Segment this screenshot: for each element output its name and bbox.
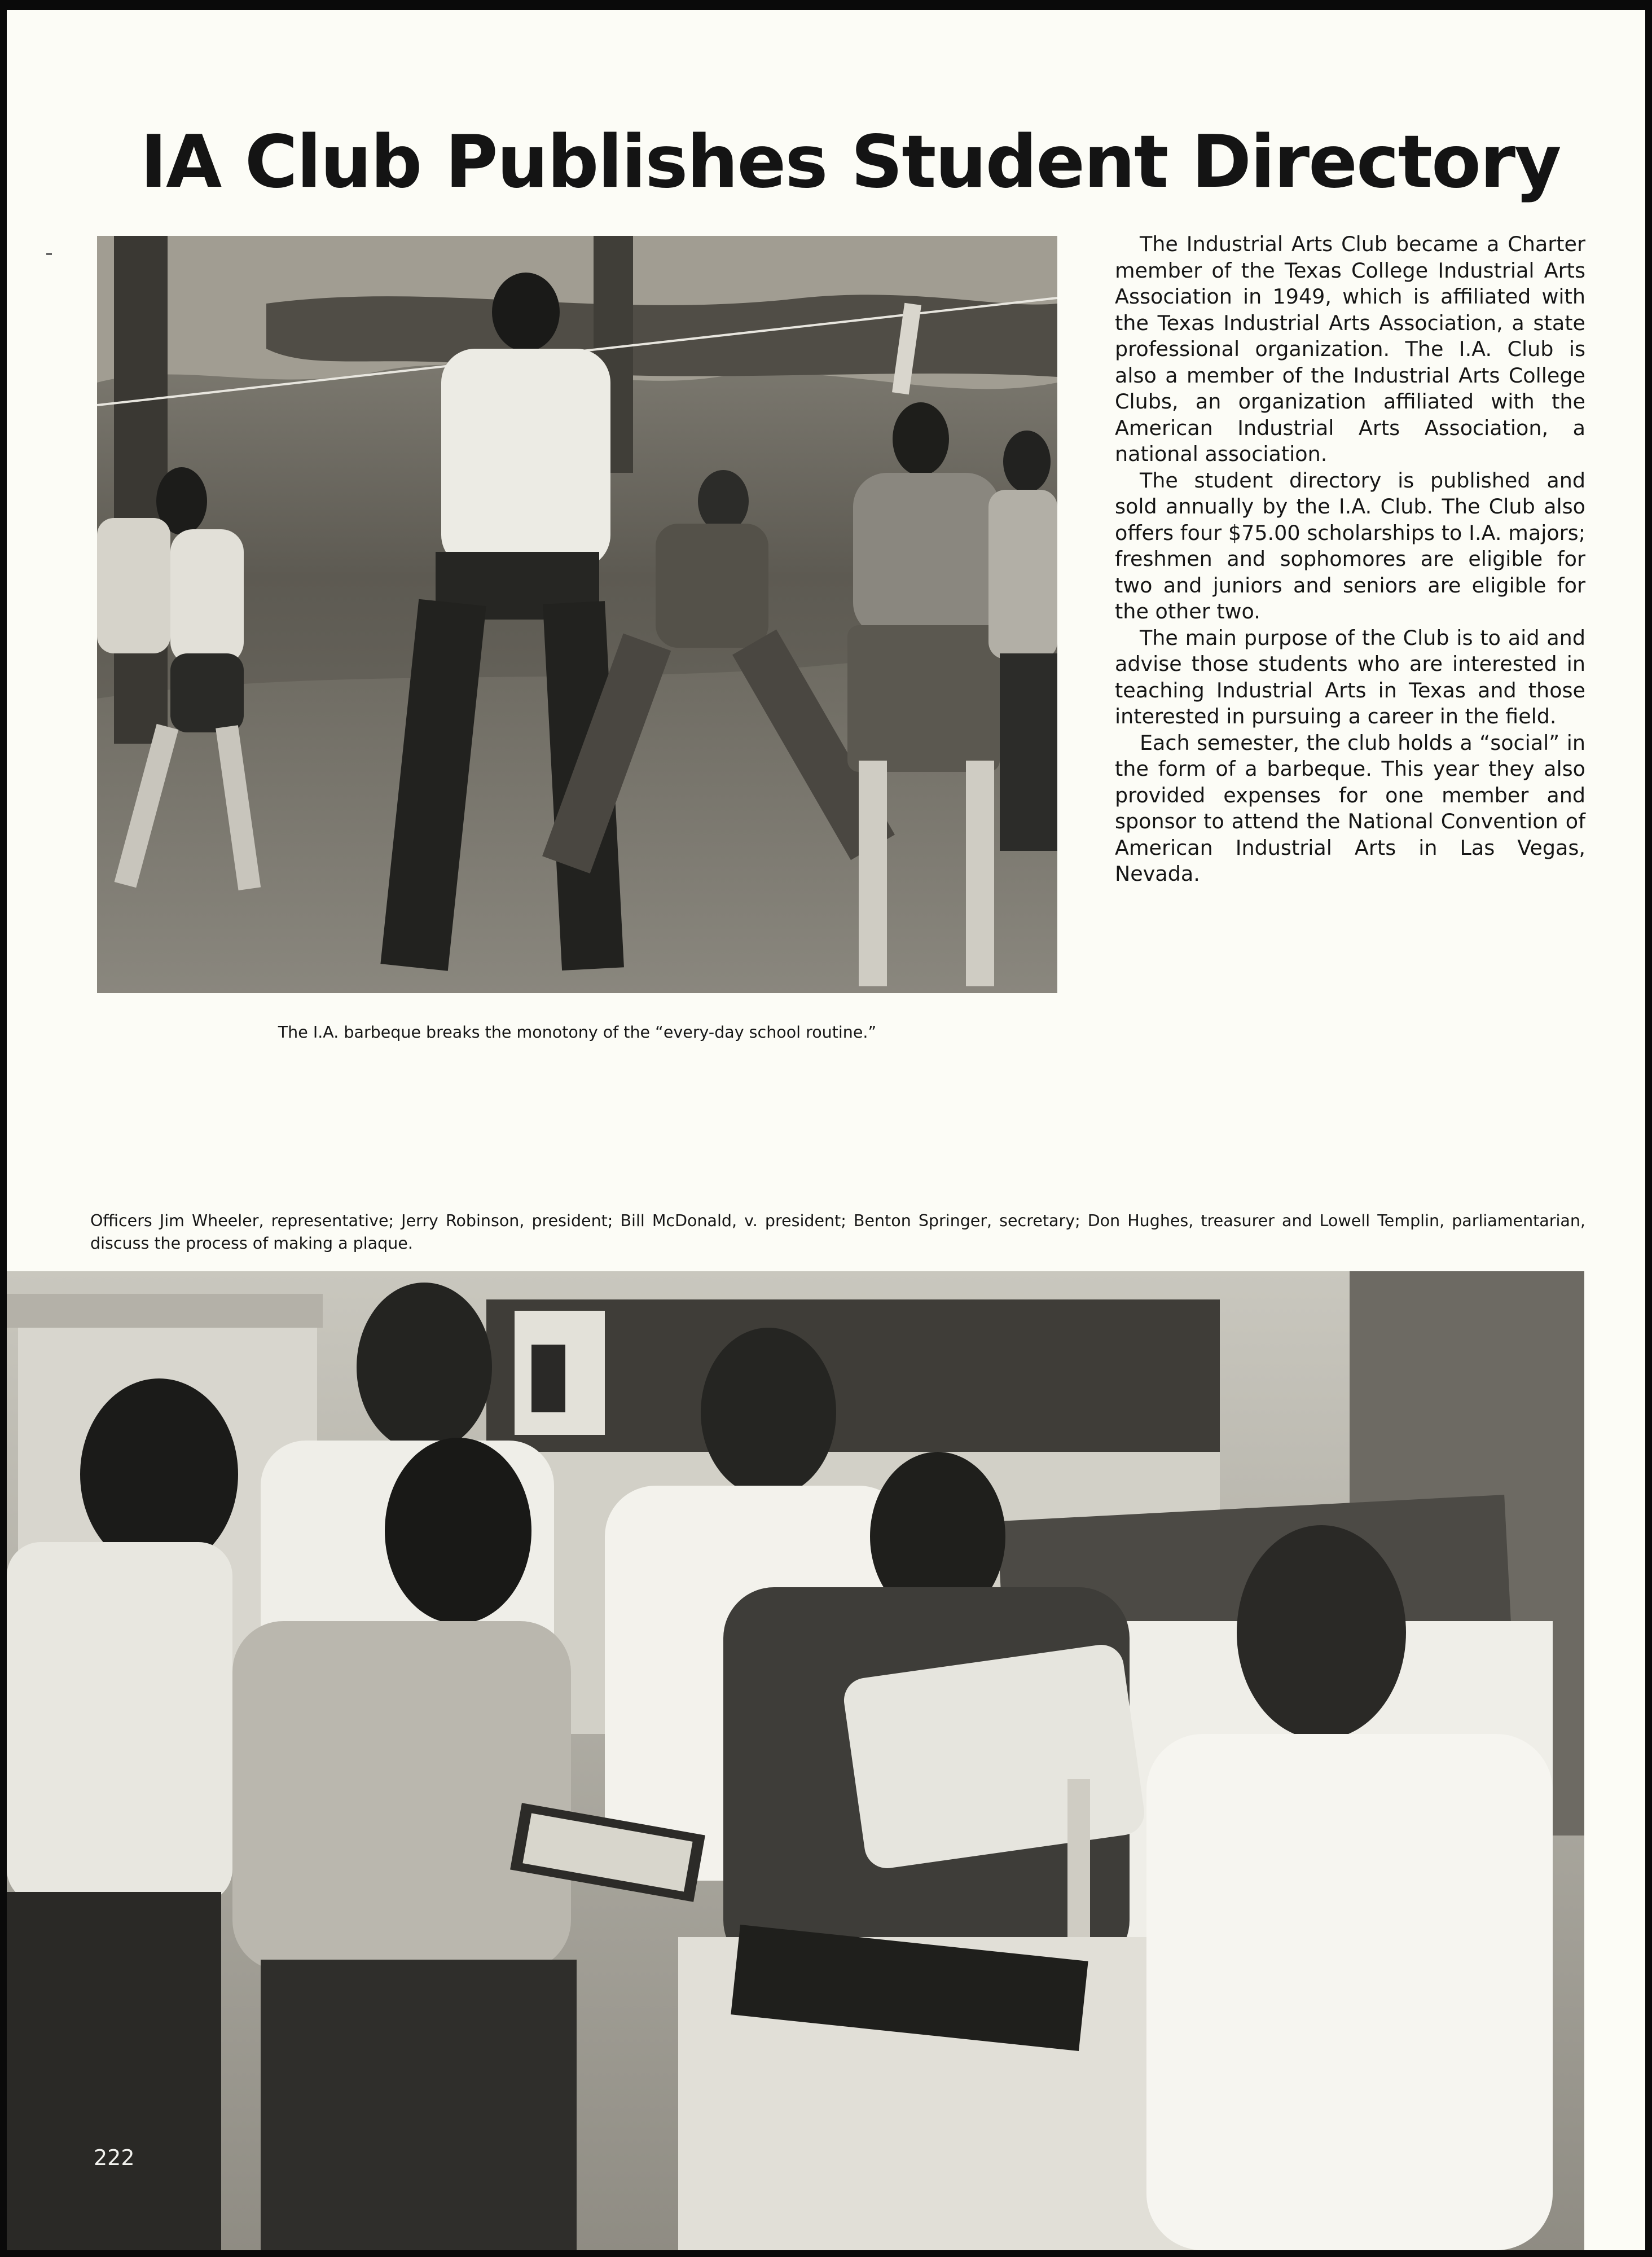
officers-photo bbox=[7, 1271, 1584, 2250]
article-body bbox=[1115, 231, 1585, 888]
top-photo-caption: The I.A. barbeque breaks the monotony of the “every-day school routine.” bbox=[278, 1023, 877, 1042]
article-paragraph: The student directory is published and sold annually by the I.A. Club. The Club also offers four $75.00 scholarships to I.A. majors; freshmen and sophomores are eligible for two and juniors and seniors are eligible for the other two. bbox=[1115, 468, 1585, 623]
article-paragraph: The Industrial Arts Club became a Charter member of the Texas College Industrial Arts Association in 1949, which is affiliated with the Texas Industrial Arts Association, a state professional organization. The I.A. Club is also a member of the Industrial Arts College Clubs, an organization affiliated with the American Industrial Arts Association, a national association. bbox=[1115, 232, 1585, 466]
bottom-photo-caption: Officers Jim Wheeler, representative; Jerry Robinson, president; Bill McDonald, v. president; Benton Springer, secretary; Don Hughes, treasurer and Lowell Templin, parliamentarian, discuss the process of making a plaque. bbox=[90, 1211, 1585, 1253]
print-speck bbox=[46, 253, 52, 255]
page-title: IA Club Publishes Student Directory bbox=[140, 120, 1561, 204]
yearbook-page bbox=[7, 10, 1645, 2250]
outdoor-barbeque-volleyball-photo bbox=[97, 236, 1057, 993]
barbeque-photo bbox=[97, 236, 1057, 993]
article-paragraph: The main purpose of the Club is to aid and advise those students who are interested in teaching Industrial Arts in Texas and those interested in pursuing a career in the field. bbox=[1115, 625, 1585, 728]
officers-plaque-workshop-photo bbox=[7, 1271, 1584, 2250]
page-number: 222 bbox=[94, 2145, 135, 2170]
article-paragraph: Each semester, the club holds a “social” in the form of a barbeque. This year they also provided expenses for one member and sponsor to attend the National Convention of American Industrial Arts in Las Vegas, Nevada. bbox=[1115, 730, 1585, 886]
